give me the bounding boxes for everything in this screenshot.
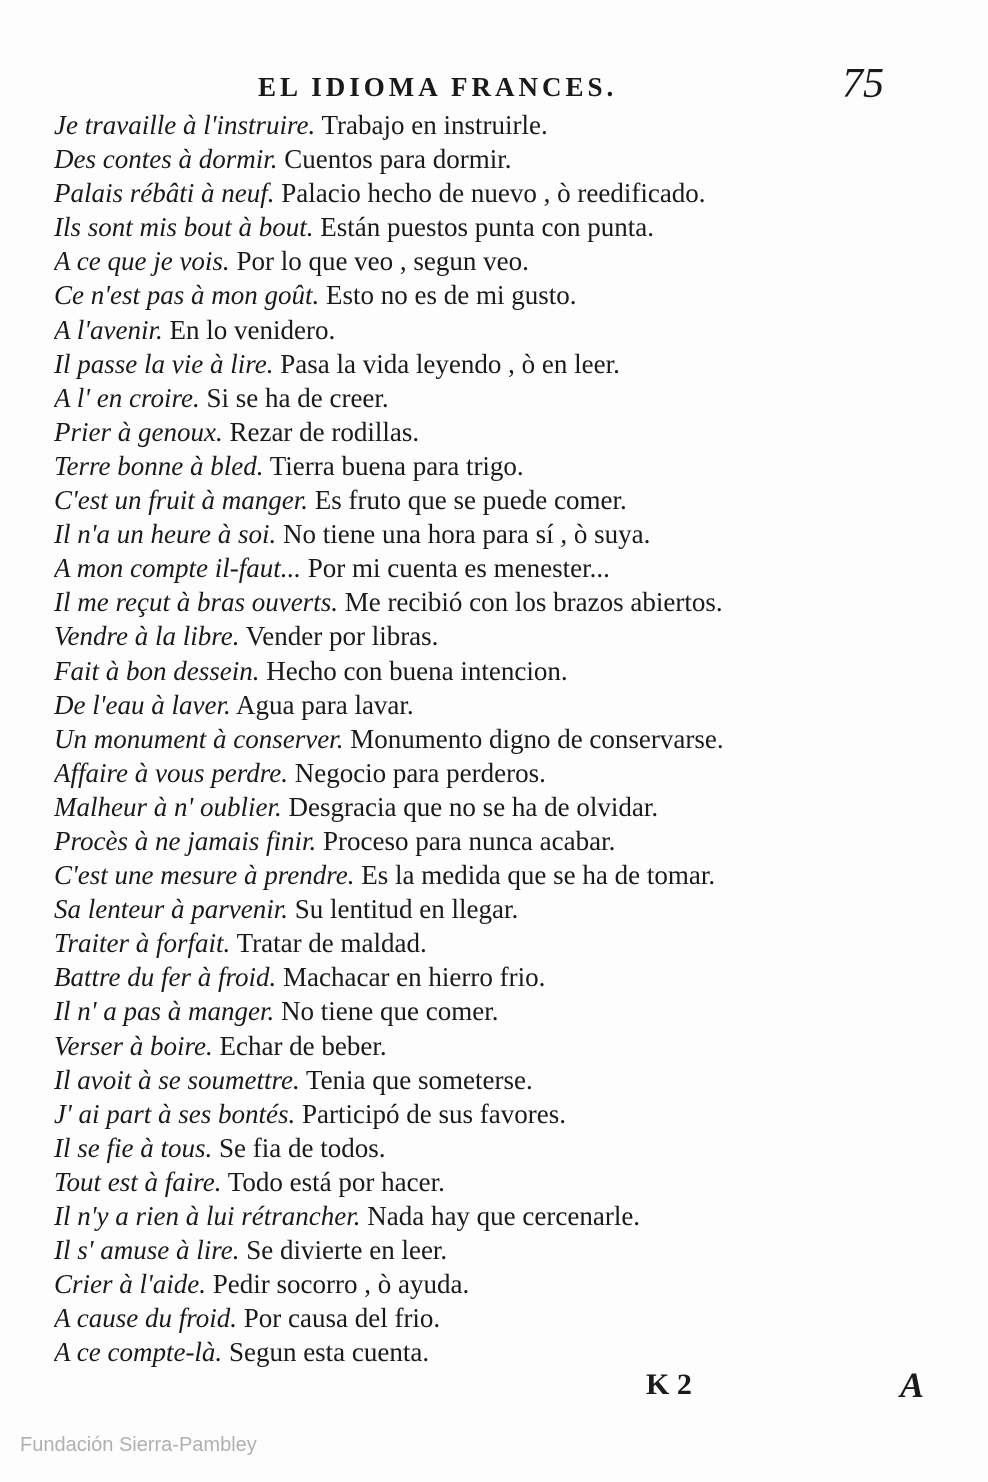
phrase-entry	[54, 1267, 934, 1301]
phrase-entry	[54, 824, 934, 858]
phrase-entry	[54, 551, 934, 585]
french-phrase: J' ai part à ses bontés.	[54, 1098, 296, 1129]
spanish-translation: Están puestos punta con punta.	[320, 212, 654, 243]
phrase-entry	[54, 142, 934, 176]
phrase-entry	[54, 1335, 934, 1369]
spanish-translation: Es la medida que se ha de tomar.	[361, 860, 716, 891]
page-header	[258, 61, 898, 107]
phrase-entry	[54, 654, 934, 688]
phrase-entry	[54, 483, 934, 517]
spanish-translation: Agua para lavar.	[236, 689, 414, 720]
spanish-translation: Vender por libras.	[245, 621, 439, 652]
spanish-translation: Por causa del frio.	[243, 1303, 441, 1334]
spanish-translation: Nada hay que cercenarle.	[367, 1201, 641, 1231]
french-phrase: Il me reçut à bras ouverts.	[54, 587, 338, 618]
phrase-entry	[54, 790, 934, 824]
phrase-entry	[54, 1029, 934, 1063]
french-phrase: C'est un fruit à manger.	[54, 485, 309, 516]
french-phrase: Vendre à la libre.	[54, 621, 240, 652]
signature-mark: K 2	[646, 1368, 692, 1401]
french-phrase: Des contes à dormir.	[54, 144, 278, 175]
phrase-entry	[54, 108, 934, 142]
phrase-entry	[54, 619, 934, 653]
spanish-translation: Echar de beber.	[219, 1030, 387, 1061]
spanish-translation: Tenia que someterse.	[305, 1064, 533, 1095]
french-phrase: Il n'a un heure à soi.	[54, 519, 277, 550]
phrase-list	[54, 108, 934, 1369]
french-phrase: A l' en croire.	[54, 382, 200, 413]
spanish-translation: Negocio para perderos.	[294, 757, 546, 788]
french-phrase: A ce compte-là.	[54, 1337, 223, 1368]
french-phrase: Traiter à forfait.	[54, 928, 231, 959]
spanish-translation: Trabajo en instruirle.	[321, 110, 548, 140]
french-phrase: Affaire à vous perdre.	[54, 757, 288, 788]
french-phrase: A l'avenir.	[54, 314, 163, 345]
spanish-translation: Participó de sus favores.	[302, 1098, 566, 1129]
spanish-translation: Machacar en hierro frio.	[283, 962, 546, 993]
spanish-translation: En lo venidero.	[169, 314, 336, 345]
spanish-translation: Palacio hecho de nuevo , ò reedificado.	[281, 178, 706, 209]
running-title: EL IDIOMA FRANCES.	[258, 72, 618, 102]
french-phrase: Il avoit à se soumettre.	[54, 1064, 300, 1095]
french-phrase: Il n' a pas à manger.	[54, 996, 275, 1027]
phrase-entry	[54, 722, 934, 756]
phrase-entry	[54, 278, 934, 312]
french-phrase: Ils sont mis bout à bout.	[54, 212, 314, 243]
spanish-translation: No tiene que comer.	[281, 996, 499, 1027]
french-phrase: Malheur à n' oublier.	[54, 791, 282, 822]
phrase-entry	[54, 1131, 934, 1165]
spanish-translation: Tierra buena para trigo.	[269, 450, 524, 481]
spanish-translation: Por lo que veo , segun veo.	[236, 246, 529, 277]
page-number: 75	[842, 61, 884, 107]
french-phrase: A mon compte il-faut...	[54, 553, 301, 584]
french-phrase: De l'eau à laver.	[54, 689, 231, 720]
french-phrase: Un monument à conserver.	[54, 723, 344, 754]
french-phrase: Ce n'est pas à mon goût.	[54, 280, 320, 311]
spanish-translation: Rezar de rodillas.	[229, 416, 420, 447]
phrase-entry	[54, 858, 934, 892]
phrase-entry	[54, 449, 934, 483]
french-phrase: Il n'y a rien à lui rétrancher.	[54, 1201, 361, 1231]
spanish-translation: Hecho con buena intencion.	[266, 655, 568, 686]
phrase-entry	[54, 244, 934, 278]
phrase-entry	[54, 1097, 934, 1131]
watermark-text: Fundación Sierra-Pambley	[20, 1434, 257, 1456]
phrase-entry	[54, 585, 934, 619]
french-phrase: A cause du froid.	[54, 1303, 237, 1334]
phrase-entry	[54, 1233, 934, 1267]
french-phrase: Sa lenteur à parvenir.	[54, 894, 288, 925]
phrase-entry	[54, 892, 934, 926]
french-phrase: Crier à l'aide.	[54, 1269, 207, 1300]
french-phrase: Battre du fer à froid.	[54, 962, 277, 993]
spanish-translation: Es fruto que se puede comer.	[314, 485, 627, 516]
phrase-entry	[54, 688, 934, 722]
phrase-entry	[54, 1063, 934, 1097]
phrase-entry	[54, 994, 934, 1028]
phrase-entry	[54, 176, 934, 210]
catchword: A	[900, 1365, 925, 1405]
phrase-entry	[54, 1199, 934, 1233]
spanish-translation: Si se ha de creer.	[206, 382, 389, 413]
french-phrase: A ce que je vois.	[54, 246, 230, 277]
french-phrase: Terre bonne à bled.	[54, 450, 264, 481]
spanish-translation: Tratar de maldad.	[236, 928, 427, 959]
spanish-translation: Todo está por hacer.	[227, 1166, 445, 1197]
phrase-entry	[54, 313, 934, 347]
french-phrase: Il passe la vie à lire.	[54, 348, 274, 379]
phrase-entry	[54, 756, 934, 790]
french-phrase: Il se fie à tous.	[54, 1132, 213, 1163]
phrase-entry	[54, 415, 934, 449]
spanish-translation: Pedir socorro , ò ayuda.	[212, 1269, 470, 1300]
spanish-translation: Su lentitud en llegar.	[294, 894, 519, 925]
phrase-entry	[54, 1165, 934, 1199]
spanish-translation: Proceso para nunca acabar.	[323, 825, 616, 856]
french-phrase: Il s' amuse à lire.	[54, 1235, 240, 1266]
french-phrase: Tout est à faire.	[54, 1166, 222, 1197]
spanish-translation: No tiene una hora para sí , ò suya.	[283, 519, 651, 550]
phrase-entry	[54, 926, 934, 960]
phrase-entry	[54, 517, 934, 551]
french-phrase: Palais rébâti à neuf.	[54, 178, 275, 209]
french-phrase: Prier à genoux.	[54, 416, 223, 447]
french-phrase: C'est une mesure à prendre.	[54, 860, 355, 891]
spanish-translation: Se fia de todos.	[218, 1132, 386, 1163]
french-phrase: Fait à bon dessein.	[54, 655, 260, 686]
phrase-entry	[54, 1301, 934, 1335]
french-phrase: Procès à ne jamais finir.	[54, 825, 317, 856]
spanish-translation: Cuentos para dormir.	[284, 144, 512, 175]
spanish-translation: Esto no es de mi gusto.	[326, 280, 577, 311]
spanish-translation: Por mi cuenta es menester...	[307, 553, 610, 584]
page-footer	[0, 1365, 988, 1412]
phrase-entry	[54, 381, 934, 415]
phrase-entry	[54, 347, 934, 381]
spanish-translation: Monumento digno de conservarse.	[350, 723, 724, 754]
spanish-translation: Desgracia que no se ha de olvidar.	[288, 791, 659, 822]
phrase-entry	[54, 960, 934, 994]
french-phrase: Je travaille à l'instruire.	[54, 110, 316, 140]
spanish-translation: Me recibió con los brazos abiertos.	[344, 587, 723, 618]
french-phrase: Verser à boire.	[54, 1030, 213, 1061]
spanish-translation: Segun esta cuenta.	[228, 1337, 430, 1368]
spanish-translation: Se divierte en leer.	[246, 1235, 448, 1266]
spanish-translation: Pasa la vida leyendo , ò en leer.	[280, 348, 620, 379]
phrase-entry	[54, 210, 934, 244]
